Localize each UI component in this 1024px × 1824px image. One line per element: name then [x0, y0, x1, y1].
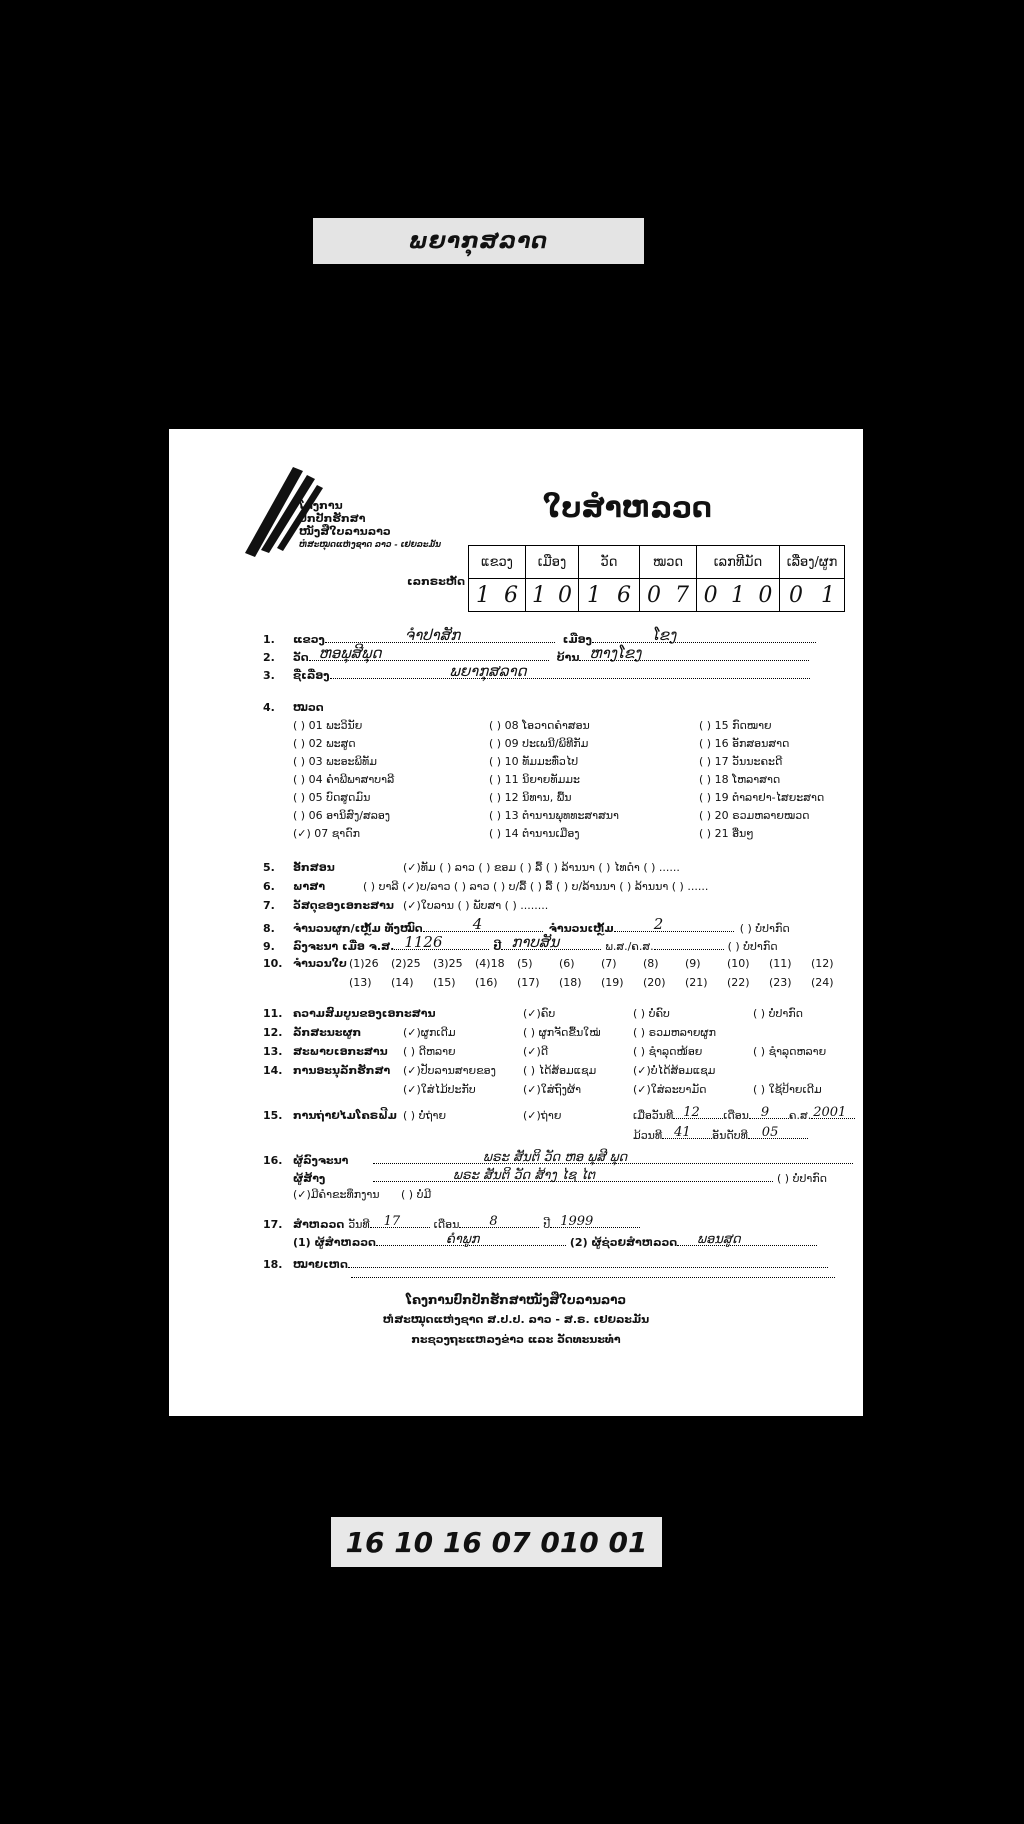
category-option: ( ) 18 ໂຫລາສາດ — [699, 773, 781, 786]
document-code-label: 16 10 16 07 010 01 — [331, 1517, 662, 1567]
document-title-label: ພຍາກຸສລາດ — [313, 218, 644, 264]
category-option: ( ) 14 ຕຳນານເມືອງ — [489, 827, 580, 840]
code-table: ແຂວງ ເມືອງ ວັດ ໝວດ ເລກທີມັດ ເລື່ອງ/ຜູກ 1 6 1 0 1 6 0 7 0 1 0 0 1 — [468, 545, 845, 612]
field-colophon: (✓)ມີຄຳຂະທຶກງານ ( ) ບໍ່ມີ — [293, 1188, 432, 1201]
field-scribe: 16. ຜູ້ລົງຈະນາ ພຣະ ສັນຕິ ວັດ ຫອ ພຸສີ ພຸດ — [263, 1151, 853, 1167]
category-option: ( ) 19 ຕຳລາຢາ-ໄສຍະສາດ — [699, 791, 825, 804]
category-option: ( ) 03 ພະອະພິທັມ — [293, 755, 377, 768]
code-label: ເລກຣະຫັດ — [407, 575, 465, 588]
category-options — [293, 719, 853, 840]
field-category-label: 4. ໝວດ — [263, 701, 324, 714]
category-option: ( ) 21 ອື່ນໆ — [699, 827, 754, 840]
category-option: ( ) 13 ຕຳນານພຸທທະສາສນາ — [489, 809, 619, 822]
form-footer: ໂຄງການປົກປັກຮັກສາໜັງສືໃບລານລາວ ຫໍສະໝຸດແຫ່ງຊາດ ສ.ປ.ປ. ລາວ - ສ.ຣ. ເຢຍລະມັນ ກະຊວງຖະແຫລງຂ່າວ ແລະ ວັດທະນະທຳ — [382, 1293, 650, 1346]
field-script: 5. ອັກສອນ (✓)ທັມ ( ) ລາວ ( ) ຂອມ ( ) ລື້ ( ) ລ້ານນາ ( ) ໄທດຳ ( ) ...... — [263, 861, 680, 874]
field-temple: 2. ວັດ ຫອພຸສີພຸດ ບ້ານ ຫາງໂຂງ — [263, 648, 809, 664]
organization-name: ໂຄງການ ປົກປັກຮັກສາ ໜັງສືໃບລານລາວ ຫໍສະໝຸດແຫ່ງຊາດ ລາວ - ເຢຍລະມັນ — [299, 499, 441, 549]
field-inscription-date: 9. ລົງຈະນາ ເມື່ອ ຈ.ສ. 1126 ປີ ກາບສັນ ພ.ສ./ຄ.ສ. ( ) ບໍ່ປາກົດ — [263, 933, 778, 953]
category-option: (✓) 07 ຊາດົກ — [293, 827, 360, 840]
category-option: ( ) 20 ຣວມຫລາຍໝວດ — [699, 809, 810, 822]
category-option: ( ) 05 ບົດສູດມົນ — [293, 791, 371, 804]
page-count-row-1: (1)26 (2)25 (3)25 (4)18 (5) (6) (7) (8) (9) (10) (11) (12) — [349, 957, 834, 970]
field-remarks: 18. ໝາຍເຫດ — [263, 1255, 828, 1271]
field-bundle-count: 8. ຈຳນວນຜູກ/ເຫຼັ້ມ ທັງໝົດ 4 ຈຳນວນເຫຼັ້ມ 2 ( ) ບໍ່ປາກົດ — [263, 915, 790, 935]
category-option: ( ) 06 ອານິສົງ/ສລອງ — [293, 809, 391, 822]
survey-form — [169, 429, 863, 1416]
category-option: ( ) 15 ກົດໝາຍ — [699, 719, 772, 732]
field-surveyors: (1) ຜູ້ສຳຫລວດ ຄຳພູກ (2) ຜູ້ຊ່ວຍສຳຫລວດ ພອນສູດ — [293, 1233, 817, 1249]
category-option: ( ) 02 ພະສູດ — [293, 737, 356, 750]
field-title: 3. ຊື່ເລື່ອງ ພຍາກຸສລາດ — [263, 666, 810, 682]
field-microfilm-roll: ມ້ວນທີ 41 ອັນດັບທີ 05 — [633, 1126, 808, 1142]
field-bundle-type: 12. ລັກສະນະຜູກ (✓)ຜູກເດີມ ( ) ຜູກຈັດຂື້ນໃໝ່ ( ) ຣວມຫລາຍຜູກ — [263, 1026, 716, 1039]
category-option: ( ) 11 ນິຍາຍທັມມະ — [489, 773, 580, 786]
field-condition: 13. ສະພາບເອກະສານ ( ) ດີຫລາຍ (✓)ດີ ( ) ຊຳລຸດໜ້ອຍ ( ) ຊຳລຸດຫລາຍ — [263, 1045, 827, 1058]
category-option: ( ) 12 ນິທານ, ພື້ນ — [489, 791, 572, 804]
field-completeness: 11. ຄວາມສົມບູນຂອງເອກະສານ (✓)ຄົບ ( ) ບໍ່ຄົບ ( ) ບໍ່ປາກົດ — [263, 1007, 803, 1020]
field-sponsor: ຜູ້ສ້າງ ພຣະ ສັນຕິ ວັດ ສ້າງ ໄຊ ໄຕ ( ) ບໍ່ປາກົດ — [293, 1168, 827, 1185]
category-option: ( ) 17 ວັນນະຄະດີ — [699, 755, 783, 768]
remarks-line — [351, 1277, 835, 1278]
page-count-row-2: (13) (14) (15) (16) (17) (18) (19) (20) (21) (22) (23) (24) — [349, 976, 834, 989]
field-survey-date: 17. ສຳຫລວດ ວັນທີ 17 ເດືອນ 8 ປີ 1999 — [263, 1215, 640, 1231]
category-option: ( ) 16 ອັກສອນສາດ — [699, 737, 790, 750]
field-material: 7. ວັສດຸຂອງເອກະສານ (✓)ໃບລານ ( ) ພັບສາ ( ) ........ — [263, 899, 549, 912]
field-province: 1. ແຂວງ ຈຳປາສັກ ເມືອງ ໂຂງ — [263, 630, 816, 646]
category-option: ( ) 01 ພະວິນັຍ — [293, 719, 363, 732]
field-conservation: 14. ການອະນຸລັກຮັກສາ (✓)ປັບລານສາຍຂອງ ( ) ໄດ້ສ້ອມແຊມ (✓)ບໍ່ໄດ້ສ້ອມແຊມ — [263, 1064, 716, 1077]
category-option: ( ) 04 ຄຳພີພາສາບາລີ — [293, 773, 395, 786]
category-option: ( ) 09 ປະເພນີ/ພິທີກັມ — [489, 737, 589, 750]
field-page-count: 10. ຈຳນວນໃບ — [263, 957, 347, 970]
field-conservation-more: (✓)ໃສ່ໄມ້ປະກັບ (✓)ໃສ່ຖົງຜ້າ (✓)ໃສ່ລະບາມັດ ( ) ໃຊ້ປ້າຍເດີມ — [403, 1083, 822, 1096]
field-language: 6. ພາສາ ( ) ບາລີ (✓)ບ/ລາວ ( ) ລາວ ( ) ບ/ລື້ ( ) ລື້ ( ) ບ/ລ້ານນາ ( ) ລ້ານນາ ( ) ...... — [263, 880, 709, 893]
form-title: ໃບສຳຫລວດ — [543, 491, 712, 524]
field-microfilm: 15. ການຖ່າຍໄມໂຄຣຟີມ ( ) ບໍ່ຖ່າຍ (✓)ຖ່າຍ ເມື່ອວັນທີ 12 ເດືອນ 9 ຄ.ສ. 2001 — [263, 1106, 855, 1122]
category-option: ( ) 10 ທັມມະທົ່ວໄປ — [489, 755, 579, 768]
category-option: ( ) 08 ໂອວາດຄຳສອນ — [489, 719, 590, 732]
